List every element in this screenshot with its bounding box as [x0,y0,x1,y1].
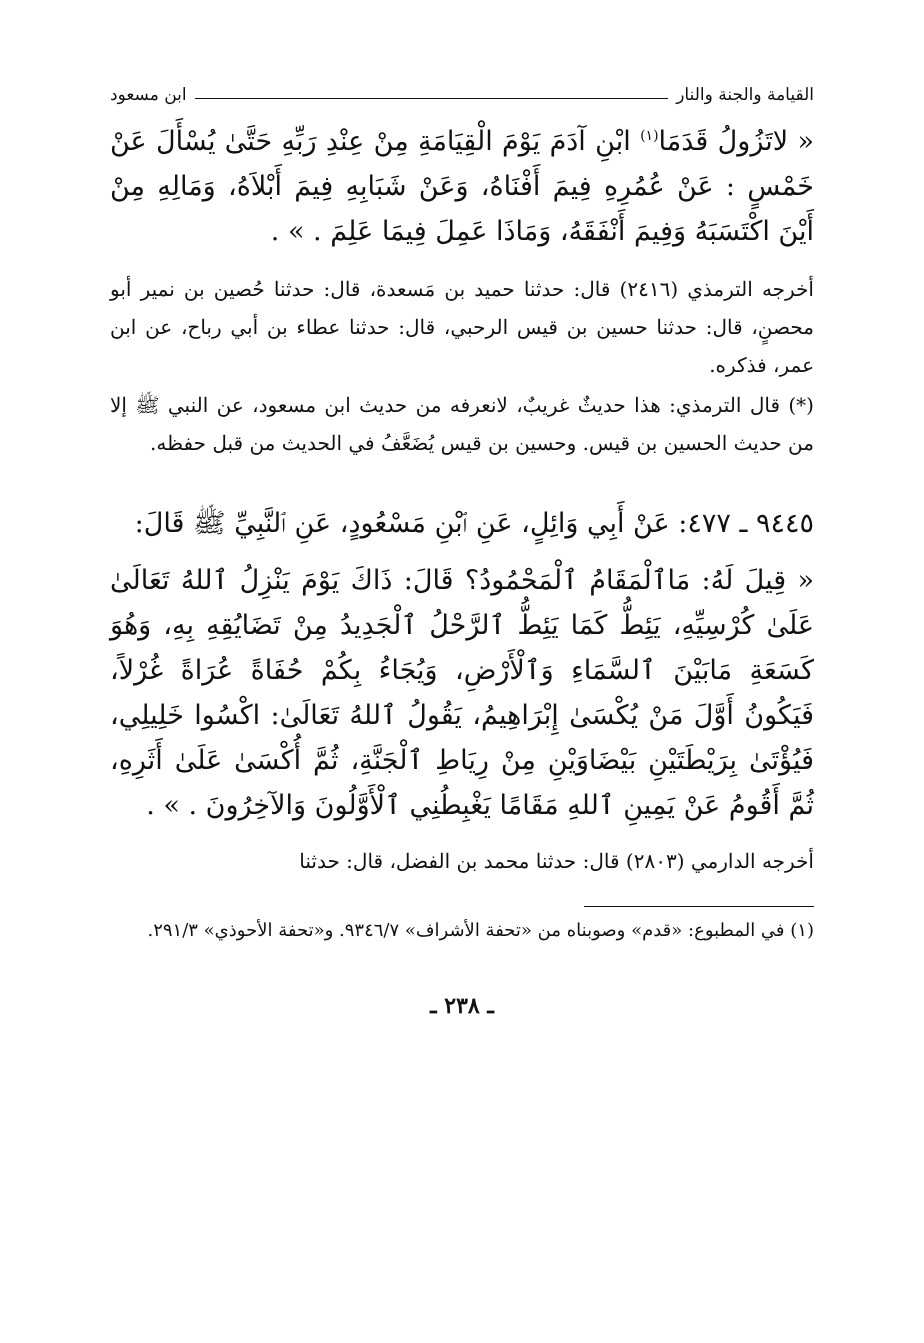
hadith-text-1 [110,114,814,254]
tirmidhi-note: (*) قال الترمذي: هذا حديثٌ غريبٌ، لانعرفه من حديث ابن مسعود، عن النبي ﷺ إلا من حديث الحسين بن قيس. وحسين بن قيس يُضَعَّفُ في الحديث من قبل حفظه. [110,393,814,455]
book-page [110,80,814,1019]
running-header [110,80,814,110]
page-number: ـ ٢٣٨ ـ [430,993,494,1019]
footnote-ref[interactable]: (١) [640,128,659,144]
takhrij-paragraph-2: أخرجه الدارمي (٢٨٠٣) قال: حدثنا محمد بن الفضل، قال: حدثنا [299,849,814,873]
takhrij-paragraph-1: أخرجه الترمذي (٢٤١٦) قال: حدثنا حميد بن مَسعدة، قال: حدثنا حُصين بن نمير أبو محصنٍ، قال: حدثنا حسين بن قيس الرحبي، قال: حدثنا عطاء بن أبي رباح، عن ابن عمر، فذكره. [110,277,814,377]
hadith-heading-9445: ٩٤٤٥ ـ ٤٧٧: عَنْ أَبِي وَائِلٍ، عَنِ ٱبْنِ مَسْعُودٍ، عَنِ ٱلنَّبِيِّ ﷺ قَالَ: [134,508,814,539]
footnote-divider [584,906,814,907]
hadith-1-opening: « لاتَزُولُ قَدَمَا [658,126,814,157]
header-rule [195,98,669,99]
hadith-1-rest: ابْنِ آدَمَ يَوْمَ الْقِيَامَةِ مِنْ عِنْدِ رَبِّهِ حَتَّىٰ يُسْأَلَ عَنْ خَمْسٍ : عَنْ عُمُرِهِ فِيمَ أَفْنَاهُ، وَعَنْ شَبَابِهِ فِيمَ أَبْلاَهُ، وَمَالِهِ مِنْ أَيْنَ اكْتَسَبَهُ وَفِيمَ أَنْفَقَهُ، وَمَاذَا عَمِلَ فِيمَا عَلِمَ . » . [110,126,814,247]
book-title: القيامة والجنة والنار [676,85,814,105]
hadith-text-2: « قِيلَ لَهُ: مَاٱلْمَقَامُ ٱلْمَحْمُودُ؟ قَالَ: ذَاكَ يَوْمَ يَنْزِلُ ٱللهُ تَعَالَىٰ عَلَىٰ كُرْسِيِّهِ، يَئِطُّ كَمَا يَئِطُّ ٱلرَّحْلُ ٱلْجَدِيدُ مِنْ تَضَايُقِهِ بِهِ، وَهُوَ كَسَعَةِ مَابَيْنَ ٱلسَّمَاءِ وَٱلْأَرْضِ، وَيُجَاءُ بِكُمْ حُفَاةً عُرَاةً غُرْلاً، فَيَكُونُ أَوَّلَ مَنْ يُكْسَىٰ إِبْرَاهِيمُ، يَقُولُ ٱللهُ تَعَالَىٰ: اكْسُوا خَلِيلِي، فَيُؤْتَىٰ بِرَيْطَتَيْنِ بَيْضَاوَيْنِ مِنْ رِيَاطِ ٱلْجَنَّةِ، ثُمَّ أُكْسَىٰ عَلَىٰ أَثَرِهِ، ثُمَّ أَقُومُ عَنْ يَمِينِ ٱللهِ مَقَامًا يَغْبِطُنِي ٱلْأَوَّلُونَ وَالآخِرُونَ . » . [110,565,814,821]
section-name: ابن مسعود [110,85,187,105]
footnote-1: (١) في المطبوع: «قدم» وصوبناه من «تحفة الأشراف» ٩٣٤٦/٧. و«تحفة الأحوذي» ٢٩١/٣. [147,920,814,941]
